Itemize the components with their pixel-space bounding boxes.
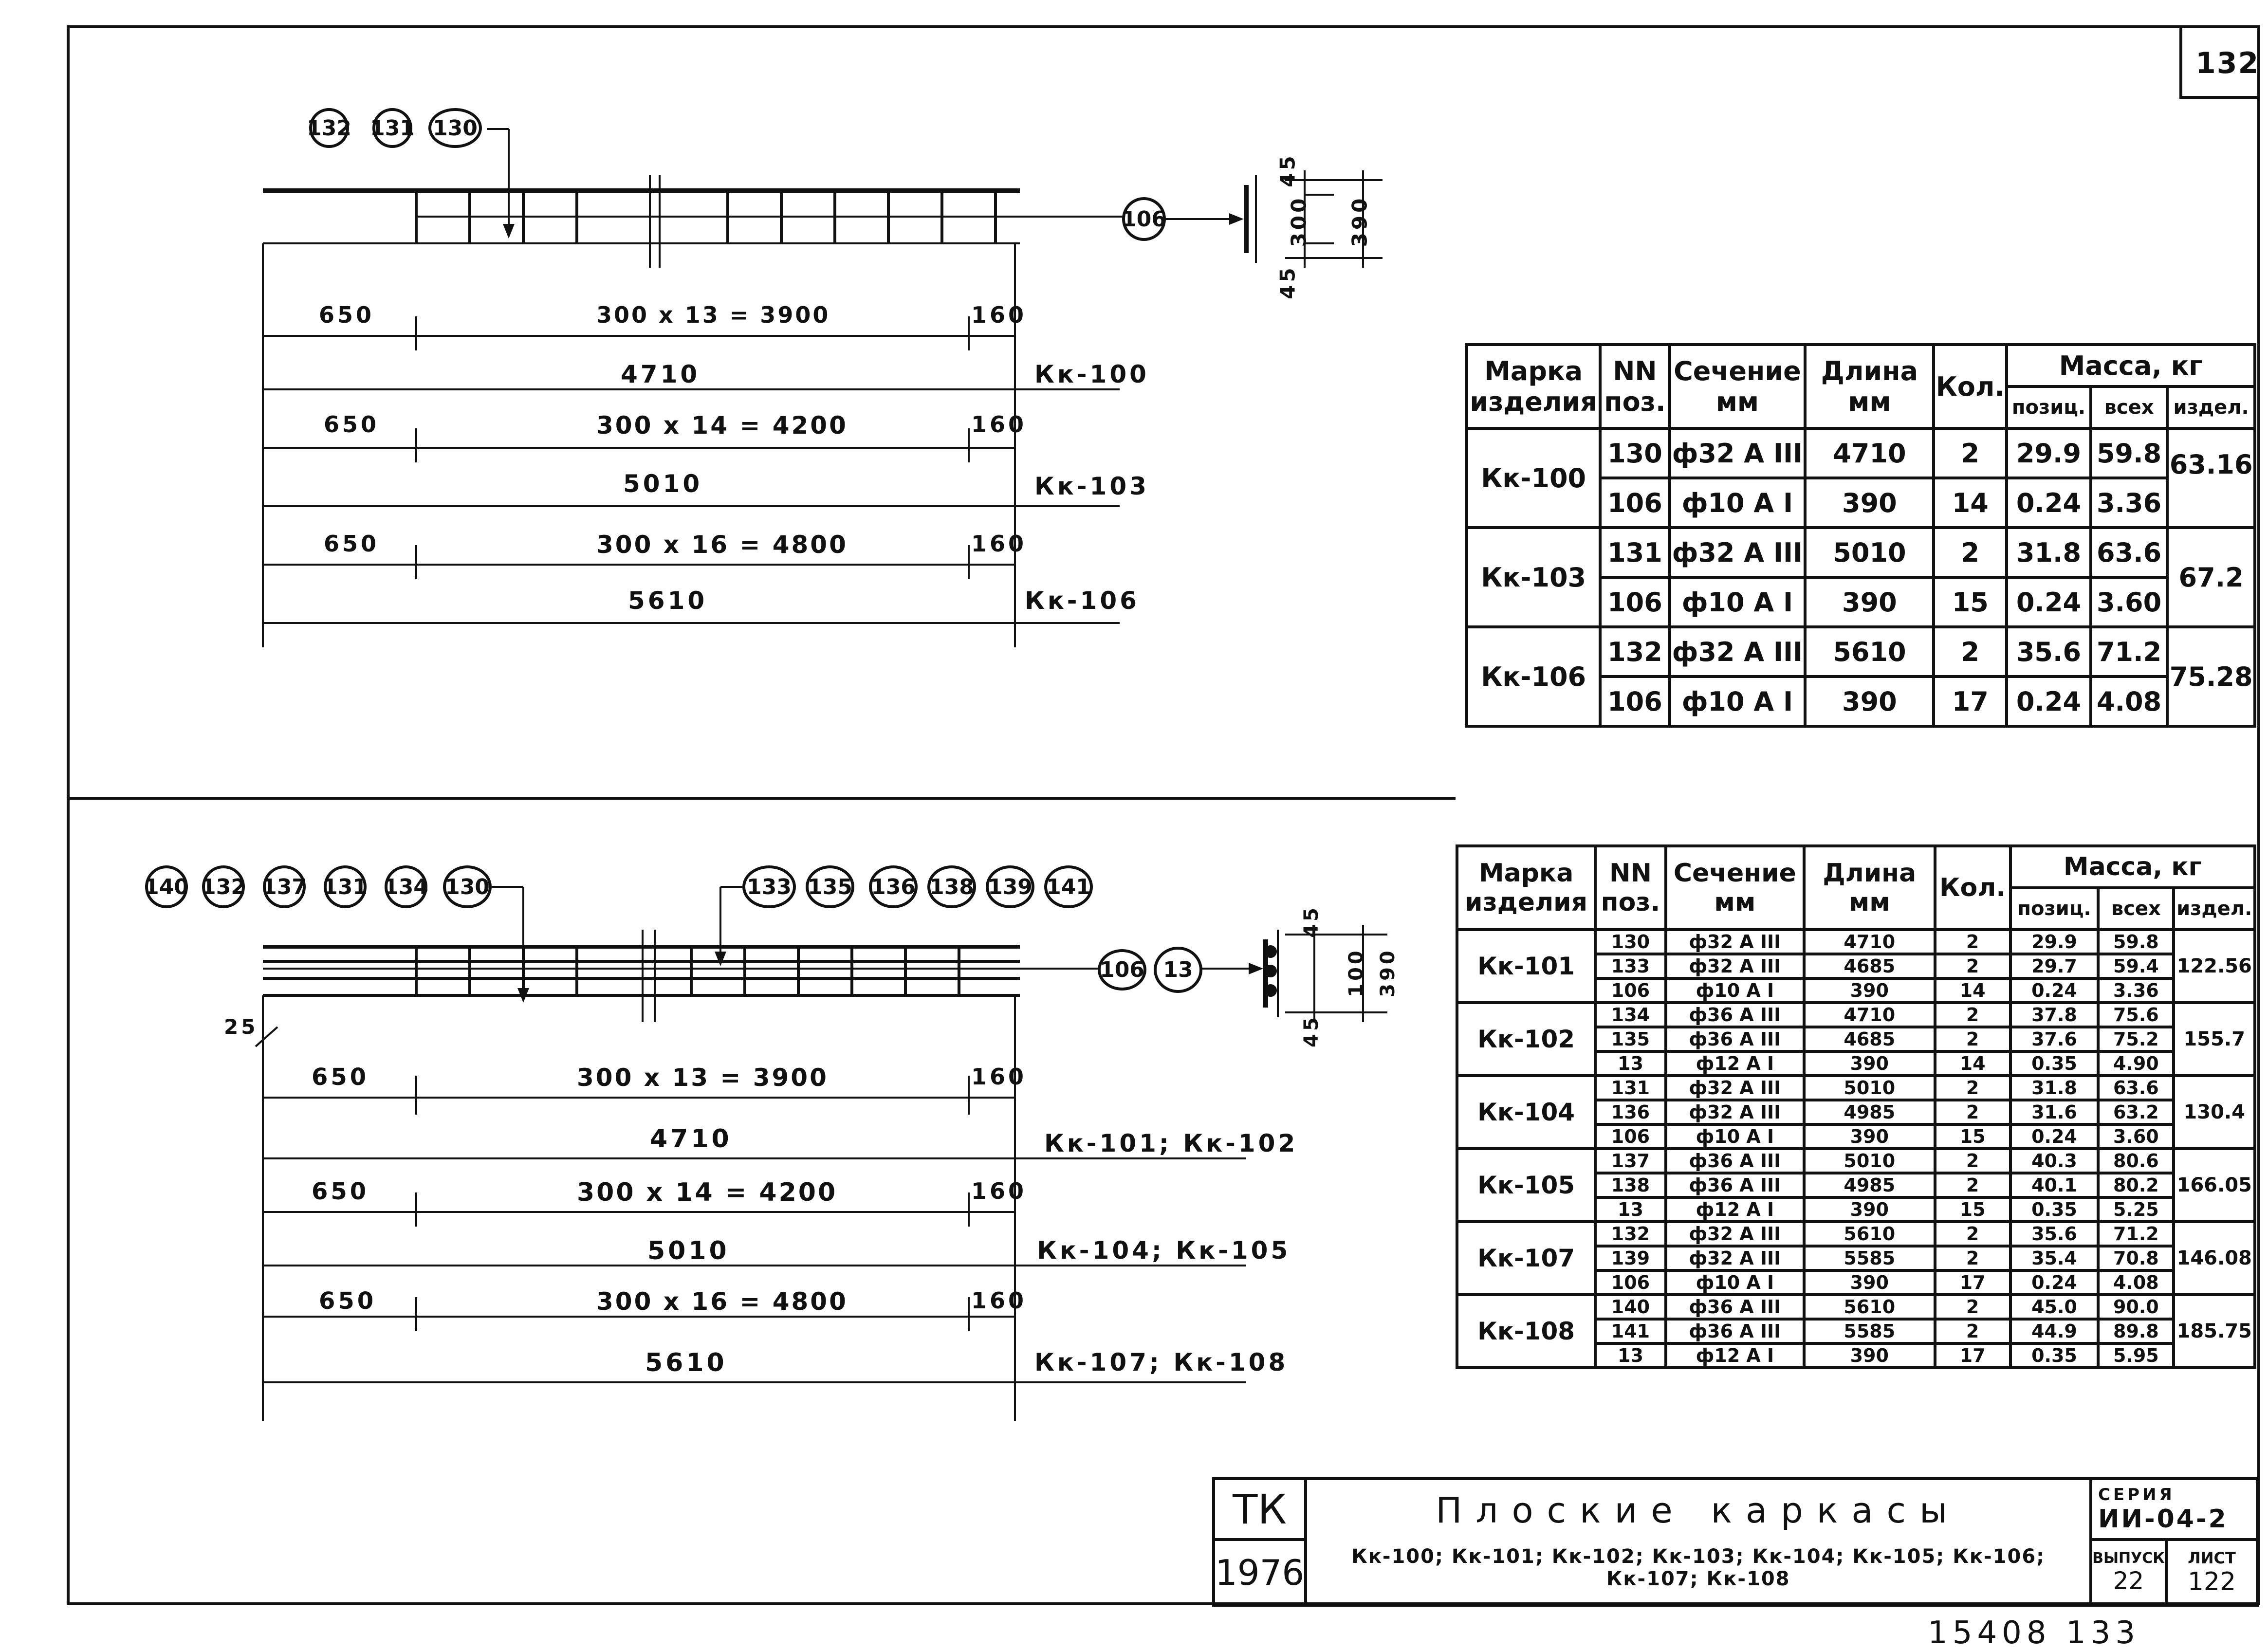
col-header-section: Сечение мм <box>1670 345 1806 428</box>
col-header-mass-pos: позиц. <box>2010 888 2099 930</box>
table-cell-mass-all: 3.36 <box>2098 978 2174 1003</box>
table-cell-length: 390 <box>1804 1197 1935 1222</box>
dim-mid-3: 300 x 16 = 4800 <box>596 531 848 559</box>
table-row <box>1457 1295 2255 1319</box>
spec-table-1 <box>1465 343 2256 728</box>
table-cell-mark: Кк-107 <box>1457 1222 1595 1295</box>
table-cell-mass-all: 59.8 <box>2098 930 2174 954</box>
table-cell-pos: 140 <box>1595 1295 1666 1319</box>
dim-total-6: 5610 <box>645 1348 727 1377</box>
table-row <box>1457 1003 2255 1027</box>
callout-141: 141 <box>1044 865 1093 908</box>
col-header-mass-all: всех <box>2091 386 2167 428</box>
stamp-series-value: ИИ-04-2 <box>2098 1504 2228 1534</box>
stamp-sheet-value: 122 <box>2187 1567 2236 1596</box>
table-cell-mass-item: 185.75 <box>2174 1295 2255 1368</box>
section-dim-bottom: 45 <box>1275 265 1300 299</box>
table-cell-length: 4710 <box>1804 1003 1935 1027</box>
col-header-mass-item: издел. <box>2167 386 2255 428</box>
table-cell-pos: 136 <box>1595 1100 1666 1124</box>
table-cell-pos: 131 <box>1600 528 1669 577</box>
table-cell-mass-pos: 0.24 <box>2010 1124 2099 1149</box>
table-cell-mass-all: 4.08 <box>2098 1270 2174 1295</box>
table-cell-section: ф10 А I <box>1666 1124 1804 1149</box>
table-cell-mass-all: 90.0 <box>2098 1295 2174 1319</box>
table-cell-length: 390 <box>1804 978 1935 1003</box>
table-cell-section: ф36 А III <box>1666 1003 1804 1027</box>
table-cell-pos: 106 <box>1600 677 1669 726</box>
table-cell-mass-pos: 31.6 <box>2010 1100 2099 1124</box>
title-block <box>1212 1477 2259 1607</box>
dim-total-4: 4710 <box>650 1124 732 1154</box>
dim-left-4: 650 <box>312 1064 369 1091</box>
section-dim-top: 45 <box>1275 153 1300 187</box>
section-dim-top: 45 <box>1300 905 1323 938</box>
table-row <box>1457 1149 2255 1173</box>
table-cell-qty: 2 <box>1935 1222 2010 1246</box>
table-cell-length: 5610 <box>1804 1295 1935 1319</box>
table-cell-qty: 2 <box>1935 954 2010 978</box>
callout-139: 139 <box>986 865 1034 908</box>
table-cell-mass-pos: 40.1 <box>2010 1173 2099 1197</box>
table-cell-length: 5610 <box>1804 1222 1935 1246</box>
table-cell-qty: 2 <box>1935 1295 2010 1319</box>
table-cell-qty: 2 <box>1935 1100 2010 1124</box>
table-cell-mass-all: 4.08 <box>2091 677 2167 726</box>
table-cell-mass-pos: 0.35 <box>2010 1051 2099 1076</box>
col-header-mass: Масса, кг <box>2010 846 2255 888</box>
table-cell-mass-item: 122.56 <box>2174 930 2255 1003</box>
table-cell-mass-pos: 0.24 <box>2010 1270 2099 1295</box>
table-cell-mass-pos: 37.8 <box>2010 1003 2099 1027</box>
callout-130: 130 <box>443 865 492 908</box>
table-cell-qty: 2 <box>1935 1173 2010 1197</box>
table-cell-length: 4685 <box>1804 954 1935 978</box>
dim-left-5: 650 <box>312 1178 369 1205</box>
col-header-qty: Кол. <box>1935 846 2010 930</box>
table-cell-mass-pos: 31.8 <box>2010 1076 2099 1100</box>
stamp-subtitle: Кк-100; Кк-101; Кк-102; Кк-103; Кк-104; Кк-105; Кк-106; Кк-107; Кк-108 <box>1351 1545 2046 1590</box>
table-cell-section: ф10 А I <box>1670 478 1806 528</box>
table-cell-pos: 133 <box>1595 954 1666 978</box>
mark-label-5: Кк-104; Кк-105 <box>1037 1236 1291 1265</box>
dim-mid-6: 300 x 16 = 4800 <box>596 1287 848 1316</box>
table-cell-qty: 2 <box>1934 627 2007 677</box>
table-cell-pos: 132 <box>1600 627 1669 677</box>
table-cell-pos: 13 <box>1595 1197 1666 1222</box>
table-cell-qty: 2 <box>1935 1246 2010 1270</box>
stamp-tk: ТК <box>1214 1479 1306 1540</box>
table-cell-length: 390 <box>1804 1124 1935 1149</box>
callout-137: 137 <box>263 865 306 908</box>
dim-right-3: 160 <box>971 531 1027 557</box>
section-callout-106: 106 <box>1098 949 1146 991</box>
callout-130: 130 <box>428 108 482 148</box>
dim-right-6: 160 <box>971 1287 1027 1314</box>
table-row <box>1457 1222 2255 1246</box>
stamp-issue-label: ВЫПУСК <box>2092 1550 2165 1567</box>
dim-left-2: 650 <box>324 411 380 438</box>
table-cell-mark: Кк-101 <box>1457 930 1595 1003</box>
section-dim-total: 390 <box>1376 948 1399 997</box>
table-cell-mass-item: 63.16 <box>2167 428 2255 528</box>
table-cell-section: ф36 А III <box>1666 1295 1804 1319</box>
section-callout-106: 106 <box>1122 197 1166 241</box>
table-cell-length: 5585 <box>1804 1319 1935 1343</box>
table-cell-length: 390 <box>1804 1051 1935 1076</box>
stamp-sheet-cell <box>2166 1540 2257 1605</box>
table-cell-mark: Кк-104 <box>1457 1076 1595 1149</box>
stamp-issue-value: 22 <box>2113 1567 2144 1595</box>
table-cell-mass-all: 63.6 <box>2091 528 2167 577</box>
table-cell-qty: 2 <box>1935 1076 2010 1100</box>
table-row <box>1457 1076 2255 1100</box>
table-cell-mass-item: 130.4 <box>2174 1076 2255 1149</box>
stamp-sheet-label: ЛИСТ <box>2188 1548 2236 1567</box>
table-cell-mass-pos: 0.24 <box>2007 478 2091 528</box>
table-cell-qty: 2 <box>1935 1027 2010 1051</box>
table-cell-mass-all: 63.6 <box>2098 1076 2174 1100</box>
table-cell-mass-all: 5.95 <box>2098 1343 2174 1368</box>
table-cell-mass-all: 59.4 <box>2098 954 2174 978</box>
table-cell-pos: 139 <box>1595 1246 1666 1270</box>
section-dim-total: 390 <box>1347 195 1372 247</box>
table-cell-mass-item: 67.2 <box>2167 528 2255 627</box>
bottom-archive-number: 15408 133 <box>1928 1615 2140 1651</box>
table-cell-pos: 106 <box>1600 577 1669 627</box>
table-cell-length: 4710 <box>1804 930 1935 954</box>
table-cell-mass-pos: 35.6 <box>2010 1222 2099 1246</box>
table-cell-mass-item: 146.08 <box>2174 1222 2255 1295</box>
table-cell-pos: 13 <box>1595 1051 1666 1076</box>
table-cell-section: ф36 А III <box>1666 1149 1804 1173</box>
dim-total-3: 5610 <box>628 587 708 615</box>
table-cell-length: 5010 <box>1805 528 1934 577</box>
table-cell-pos: 132 <box>1595 1222 1666 1246</box>
table-cell-section: ф32 А III <box>1670 627 1806 677</box>
table-cell-mass-pos: 0.24 <box>2007 677 2091 726</box>
table-cell-mass-all: 59.8 <box>2091 428 2167 478</box>
table-cell-section: ф10 А I <box>1666 1270 1804 1295</box>
table-cell-length: 4985 <box>1804 1173 1935 1197</box>
table-cell-length: 5010 <box>1804 1076 1935 1100</box>
col-header-section: Сечение мм <box>1666 846 1804 930</box>
dim-total-2: 5010 <box>623 470 703 498</box>
section-dim-mid: 300 <box>1287 195 1311 247</box>
table-cell-length: 390 <box>1805 577 1934 627</box>
table-cell-mass-pos: 29.9 <box>2010 930 2099 954</box>
table-cell-qty: 17 <box>1935 1270 2010 1295</box>
table-cell-section: ф32 А III <box>1666 1076 1804 1100</box>
table-cell-mass-pos: 0.24 <box>2010 978 2099 1003</box>
dim-total-5: 5010 <box>647 1236 730 1266</box>
table-cell-pos: 106 <box>1600 478 1669 528</box>
table-cell-mass-pos: 0.35 <box>2010 1197 2099 1222</box>
table-cell-mass-item: 75.28 <box>2167 627 2255 726</box>
table-cell-mass-all: 75.6 <box>2098 1003 2174 1027</box>
table-cell-qty: 2 <box>1935 1149 2010 1173</box>
table-cell-qty: 2 <box>1934 528 2007 577</box>
mark-label-6: Кк-107; Кк-108 <box>1034 1348 1289 1376</box>
table-cell-qty: 2 <box>1935 1319 2010 1343</box>
table-cell-mass-all: 70.8 <box>2098 1246 2174 1270</box>
table-cell-mass-pos: 29.9 <box>2007 428 2091 478</box>
table-cell-mass-all: 3.60 <box>2098 1124 2174 1149</box>
dim-left-6: 650 <box>319 1287 377 1315</box>
table-cell-section: ф12 А I <box>1666 1051 1804 1076</box>
stamp-title-cell <box>1306 1479 2091 1605</box>
table-cell-section: ф32 А III <box>1666 1246 1804 1270</box>
col-header-length: Длина мм <box>1804 846 1935 930</box>
table-cell-mark: Кк-100 <box>1467 428 1600 528</box>
table-cell-pos: 130 <box>1595 930 1666 954</box>
spec-table-2-body <box>1457 930 2255 1368</box>
callout-138: 138 <box>927 865 976 908</box>
table-cell-section: ф32 А III <box>1666 1100 1804 1124</box>
section-dim-mid: 100 <box>1345 948 1367 997</box>
col-header-mass: Масса, кг <box>2007 345 2255 386</box>
table-cell-mass-pos: 37.6 <box>2010 1027 2099 1051</box>
table-cell-length: 390 <box>1805 478 1934 528</box>
table-cell-mark: Кк-108 <box>1457 1295 1595 1368</box>
dim-right-5: 160 <box>971 1178 1027 1204</box>
table-cell-mass-all: 80.6 <box>2098 1149 2174 1173</box>
col-header-mark: Марка изделия <box>1467 345 1600 428</box>
table-cell-qty: 14 <box>1935 978 2010 1003</box>
stamp-series-label: СЕРИЯ <box>2098 1485 2175 1504</box>
table-cell-mass-pos: 0.24 <box>2007 577 2091 627</box>
table-cell-qty: 17 <box>1935 1343 2010 1368</box>
table-cell-section: ф10 А I <box>1666 978 1804 1003</box>
stamp-year: 1976 <box>1214 1540 1306 1605</box>
table-cell-length: 4685 <box>1804 1027 1935 1051</box>
dim-mid-2: 300 x 14 = 4200 <box>596 411 848 440</box>
table-cell-length: 4710 <box>1805 428 1934 478</box>
col-header-mass-pos: позиц. <box>2007 386 2091 428</box>
col-header-mark: Марка изделия <box>1457 846 1595 930</box>
table-cell-qty: 15 <box>1934 577 2007 627</box>
table-cell-qty: 2 <box>1934 428 2007 478</box>
table-cell-qty: 15 <box>1935 1197 2010 1222</box>
callout-131: 131 <box>324 865 367 908</box>
table-cell-mark: Кк-102 <box>1457 1003 1595 1076</box>
table-cell-mass-pos: 40.3 <box>2010 1149 2099 1173</box>
table-cell-section: ф12 А I <box>1666 1197 1804 1222</box>
callout-131: 131 <box>372 108 412 148</box>
table-cell-mass-all: 3.36 <box>2091 478 2167 528</box>
mark-label-2: Кк-103 <box>1034 472 1149 500</box>
table-cell-pos: 106 <box>1595 1270 1666 1295</box>
table-cell-section: ф32 А III <box>1666 1222 1804 1246</box>
table-cell-section: ф36 А III <box>1666 1173 1804 1197</box>
table-cell-mark: Кк-103 <box>1467 528 1600 627</box>
stamp-series-cell <box>2091 1479 2257 1540</box>
dim-mid-4: 300 x 13 = 3900 <box>577 1064 829 1092</box>
dim-left-3: 650 <box>324 531 380 557</box>
table-row <box>1457 930 2255 954</box>
callout-132: 132 <box>309 108 349 148</box>
table-cell-section: ф32 А III <box>1670 528 1806 577</box>
table-cell-section: ф36 А III <box>1666 1319 1804 1343</box>
col-header-mass-all: всех <box>2098 888 2174 930</box>
table-cell-section: ф32 А III <box>1666 954 1804 978</box>
table-cell-mass-all: 75.2 <box>2098 1027 2174 1051</box>
callout-136: 136 <box>869 865 918 908</box>
mark-label-1: Кк-100 <box>1034 360 1149 388</box>
table-cell-mass-pos: 35.4 <box>2010 1246 2099 1270</box>
col-header-pos: NN поз. <box>1595 846 1666 930</box>
table-cell-qty: 2 <box>1935 930 2010 954</box>
table-cell-section: ф36 А III <box>1666 1027 1804 1051</box>
table-cell-length: 5585 <box>1804 1246 1935 1270</box>
col-header-mass-item: издел. <box>2174 888 2255 930</box>
callout-135: 135 <box>806 865 854 908</box>
table-cell-pos: 135 <box>1595 1027 1666 1051</box>
table-cell-pos: 130 <box>1600 428 1669 478</box>
table-cell-section: ф10 А I <box>1670 577 1806 627</box>
stamp-issue-cell <box>2091 1540 2166 1605</box>
table-cell-mass-all: 5.25 <box>2098 1197 2174 1222</box>
table-cell-mass-pos: 44.9 <box>2010 1319 2099 1343</box>
spec-table-2 <box>1456 844 2256 1369</box>
table-cell-section: ф32 А III <box>1666 930 1804 954</box>
section-callout-13: 13 <box>1154 947 1202 993</box>
stamp-title: Плоские каркасы <box>1436 1490 1961 1531</box>
table-cell-qty: 14 <box>1935 1051 2010 1076</box>
table-cell-mass-all: 71.2 <box>2091 627 2167 677</box>
table-cell-pos: 134 <box>1595 1003 1666 1027</box>
table-cell-mass-all: 89.8 <box>2098 1319 2174 1343</box>
offset-dim: 25 <box>224 1015 258 1039</box>
dim-right-1: 160 <box>971 302 1027 328</box>
table-cell-pos: 13 <box>1595 1343 1666 1368</box>
mark-label-3: Кк-106 <box>1025 587 1140 615</box>
col-header-qty: Кол. <box>1934 345 2007 428</box>
callout-134: 134 <box>385 865 427 908</box>
callout-132: 132 <box>202 865 245 908</box>
dim-total-1: 4710 <box>621 360 701 388</box>
mark-label-4: Кк-101; Кк-102 <box>1044 1129 1298 1157</box>
col-header-length: Длина мм <box>1805 345 1934 428</box>
table-cell-pos: 106 <box>1595 978 1666 1003</box>
callout-133: 133 <box>742 865 796 908</box>
table-cell-pos: 138 <box>1595 1173 1666 1197</box>
table-cell-length: 4985 <box>1804 1100 1935 1124</box>
table-cell-qty: 15 <box>1935 1124 2010 1149</box>
table-cell-mass-all: 4.90 <box>2098 1051 2174 1076</box>
table-cell-qty: 14 <box>1934 478 2007 528</box>
table-cell-mark: Кк-105 <box>1457 1149 1595 1222</box>
col-header-pos: NN поз. <box>1600 345 1669 428</box>
table-cell-qty: 17 <box>1934 677 2007 726</box>
table-cell-length: 390 <box>1805 677 1934 726</box>
table-cell-length: 5610 <box>1805 627 1934 677</box>
table-cell-section: ф10 А I <box>1670 677 1806 726</box>
table-cell-mass-pos: 35.6 <box>2007 627 2091 677</box>
table-cell-mass-pos: 29.7 <box>2010 954 2099 978</box>
table-cell-pos: 141 <box>1595 1319 1666 1343</box>
dim-mid-5: 300 x 14 = 4200 <box>577 1178 838 1207</box>
callout-140: 140 <box>145 865 188 908</box>
table-cell-mass-item: 166.05 <box>2174 1149 2255 1222</box>
sheet-number: 132 <box>2195 46 2260 80</box>
dim-right-2: 160 <box>971 411 1027 438</box>
table-cell-length: 5010 <box>1804 1149 1935 1173</box>
dim-right-4: 160 <box>971 1064 1027 1090</box>
table-cell-length: 390 <box>1804 1270 1935 1295</box>
table-cell-mass-all: 80.2 <box>2098 1173 2174 1197</box>
table-cell-pos: 137 <box>1595 1149 1666 1173</box>
table-cell-pos: 131 <box>1595 1076 1666 1100</box>
table-cell-mass-all: 3.60 <box>2091 577 2167 627</box>
table-cell-pos: 106 <box>1595 1124 1666 1149</box>
dim-mid-1: 300 x 13 = 3900 <box>596 302 830 328</box>
table-cell-mark: Кк-106 <box>1467 627 1600 726</box>
section-dim-bottom: 45 <box>1300 1014 1323 1047</box>
dim-left-1: 650 <box>319 302 375 328</box>
table-cell-mass-item: 155.7 <box>2174 1003 2255 1076</box>
table-cell-qty: 2 <box>1935 1003 2010 1027</box>
table-cell-mass-pos: 0.35 <box>2010 1343 2099 1368</box>
table-cell-section: ф32 А III <box>1670 428 1806 478</box>
table-cell-length: 390 <box>1804 1343 1935 1368</box>
table-cell-mass-pos: 31.8 <box>2007 528 2091 577</box>
table-cell-section: ф12 А I <box>1666 1343 1804 1368</box>
table-cell-mass-all: 63.2 <box>2098 1100 2174 1124</box>
table-cell-mass-all: 71.2 <box>2098 1222 2174 1246</box>
table-cell-mass-pos: 45.0 <box>2010 1295 2099 1319</box>
